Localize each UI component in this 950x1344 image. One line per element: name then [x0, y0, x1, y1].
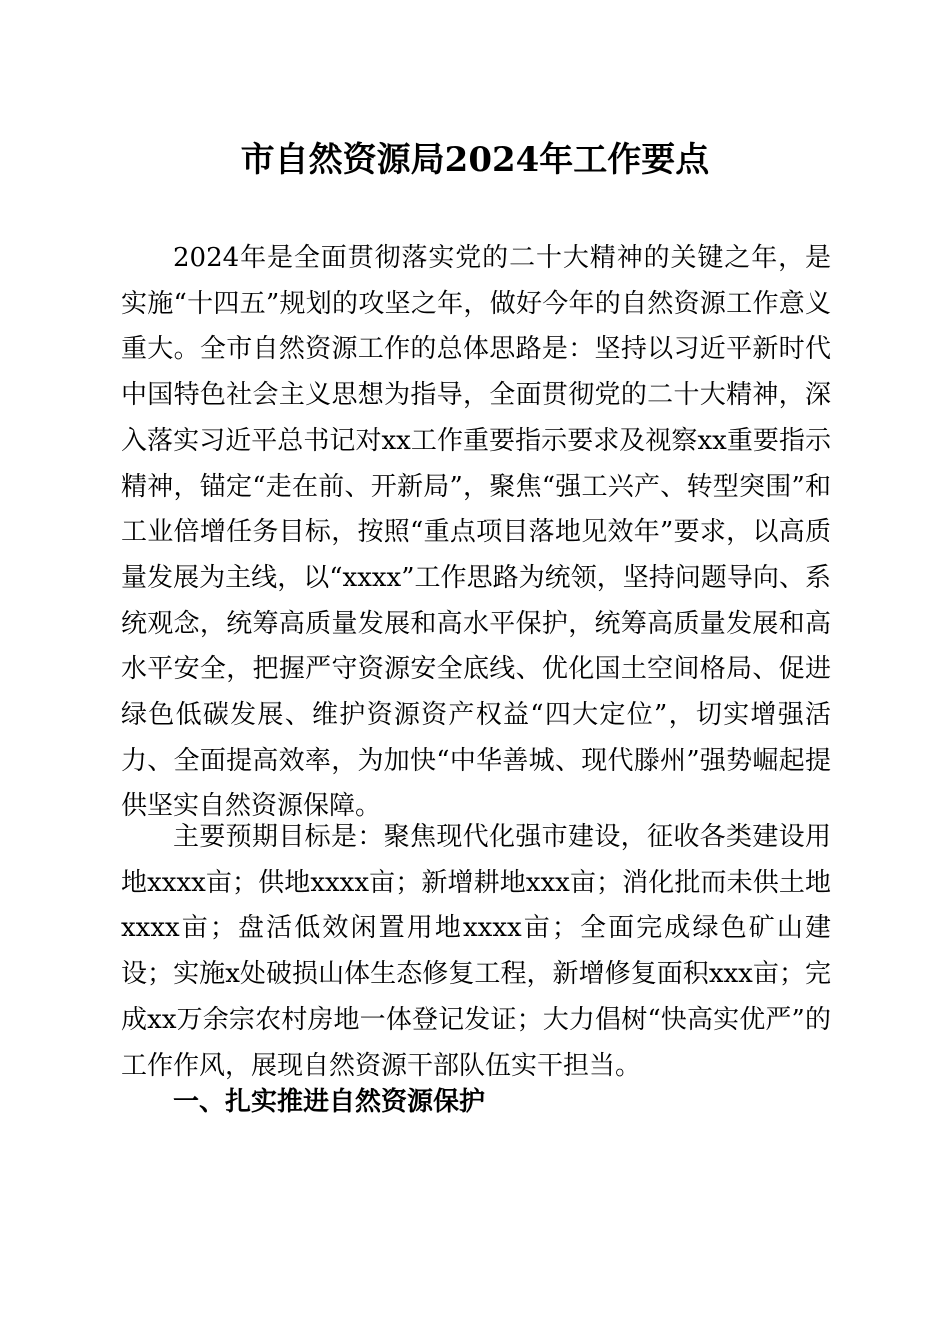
body-paragraph-targets: 主要预期目标是：聚焦现代化强市建设，征收各类建设用地xxxx亩；供地xxxx亩；新增耕地xxx亩；消化批而未供土地xxxx亩；盘活低效闲置用地xxxx亩；全面完成绿色矿山建设；实施x处破损山体生态修复工程，新增修复面积xxx亩；完成xx万余宗农村房地一体登记发证；大力倡树“快高实优严”的工作作风，展现自然资源干部队伍实干担当。 [121, 822, 831, 1081]
body-paragraph-overview: 2024年是全面贯彻落实党的二十大精神的关键之年，是实施“十四五”规划的攻坚之年，做好今年的自然资源工作意义重大。全市自然资源工作的总体思路是：坚持以习近平新时代中国特色社会主义思想为指导，全面贯彻党的二十大精神，深入落实习近平总书记对xx工作重要指示要求及视察xx重要指示精神，锚定“走在前、开新局”，聚焦“强工兴产、转型突围”和工业倍增任务目标，按照“重点项目落地见效年”要求，以高质量发展为主线，以“xxxx”工作思路为统领，坚持问题导向、系统观念，统筹高质量发展和高水平保护，统筹高质量发展和高水平安全，把握严守资源安全底线、优化国土空间格局、促进绿色低碳发展、维护资源资产权益“四大定位”，切实增强活力、全面提高效率，为加快“中华善城、现代滕州”强势崛起提供坚实自然资源保障。 [121, 243, 831, 822]
section-heading: 一、扎实推进自然资源保护 [173, 1087, 486, 1117]
document-title: 市自然资源局2024年工作要点 [240, 140, 710, 180]
